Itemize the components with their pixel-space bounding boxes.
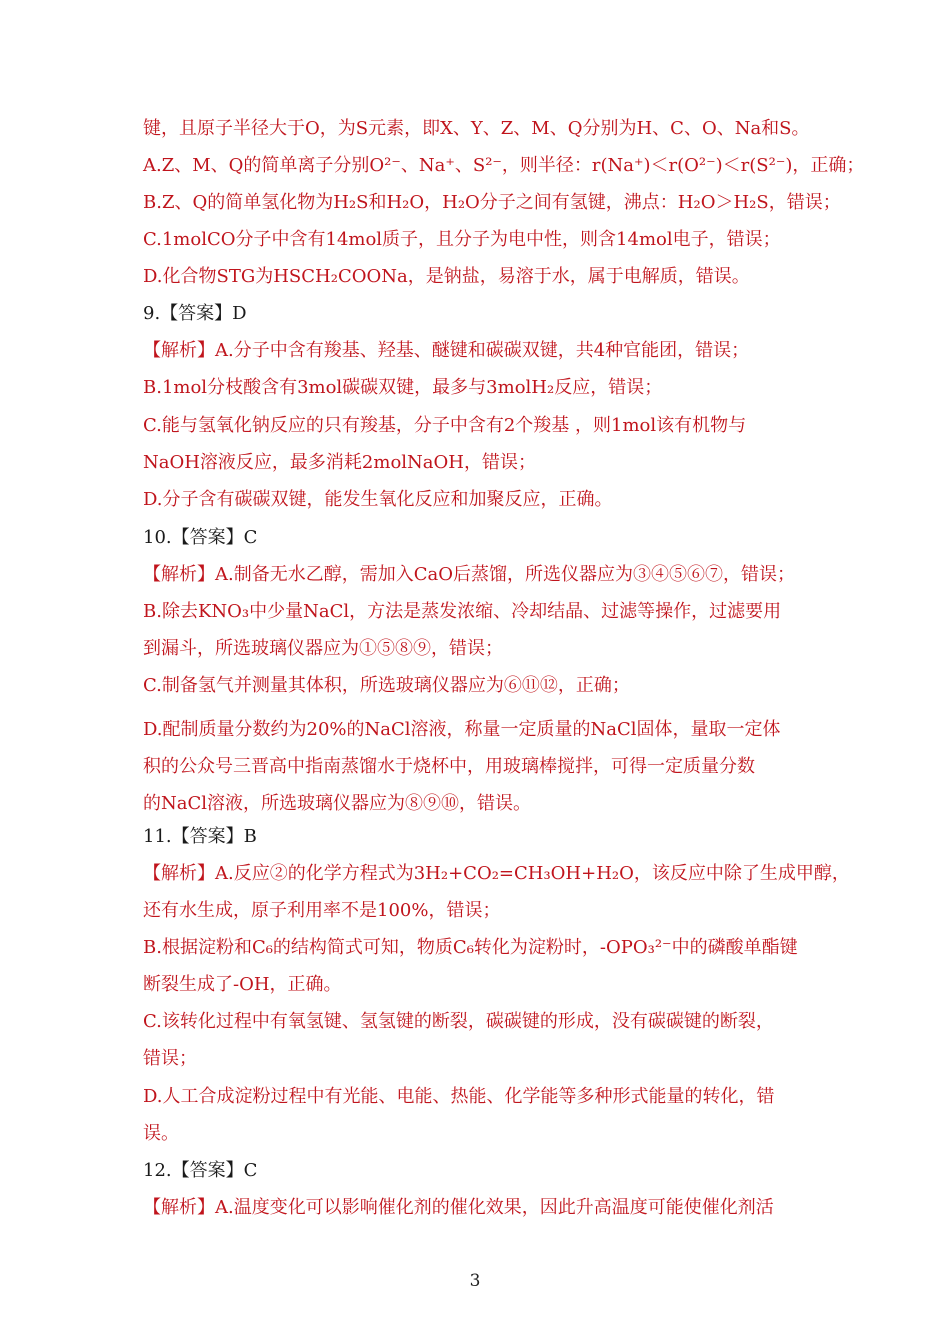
text-line: NaOH溶液反应，最多消耗2molNaOH，错误；: [143, 452, 536, 473]
text-line: 还有水生成，原子利用率不是100%，错误；: [143, 900, 501, 921]
text-line: 的NaCl溶液，所选玻璃仪器应为⑧⑨⑩，错误。: [143, 793, 532, 814]
text-line: B.Z、Q的简单氢化物为H₂S和H₂O，H₂O分子之间有氢键，沸点：H₂O＞H₂S，错误；: [143, 192, 841, 213]
text-line: D.人工合成淀粉过程中有光能、电能、热能、化学能等多种形式能量的转化，错: [143, 1086, 775, 1107]
text-line: 【解析】A.制备无水乙醇，需加入CaO后蒸馏，所选仪器应为③④⑤⑥⑦，错误；: [143, 564, 795, 585]
text-line: C.该转化过程中有氧氢键、氢氢键的断裂，碳碳键的形成，没有碳碳键的断裂，: [143, 1011, 774, 1032]
page-number: 3: [469, 1271, 481, 1291]
text-line: C.制备氢气并测量其体积，所选玻璃仪器应为⑥⑪⑫，正确；: [143, 675, 630, 696]
text-line: D.配制质量分数约为20%的NaCl溶液，称量一定质量的NaCl固体，量取一定体: [143, 719, 781, 740]
text-line: B.根据淀粉和C₆的结构简式可知，物质C₆转化为淀粉时，-OPO₃²⁻中的磷酸单酯键: [143, 937, 798, 958]
text-line: A.Z、M、Q的简单离子分别O²⁻、Na⁺、S²⁻，则半径：r(Na⁺)＜r(O²⁻)＜r(S²⁻)，正确；: [143, 155, 865, 176]
answer-heading: 11.【答案】B: [143, 826, 257, 847]
text-line: 错误；: [143, 1048, 197, 1069]
text-line: 积的公众号三晋高中指南蒸馏水于烧杯中，用玻璃棒搅拌，可得一定质量分数: [143, 756, 755, 777]
answer-heading: 9.【答案】D: [143, 303, 247, 324]
text-line: 误。: [143, 1123, 179, 1144]
answer-heading: 12.【答案】C: [143, 1160, 258, 1181]
text-line: C.能与氢氧化钠反应的只有羧基，分子中含有2个羧基 ，则1mol该有机物与: [143, 415, 747, 436]
text-line: D.化合物STG为HSCH₂COONa，是钠盐，易溶于水，属于电解质，错误。: [143, 266, 750, 287]
text-line: 【解析】A.反应②的化学方程式为3H₂+CO₂=CH₃OH+H₂O，该反应中除了生成甲醇，: [143, 863, 850, 884]
text-line: 断裂生成了-OH，正确。: [143, 974, 342, 995]
text-line: B.除去KNO₃中少量NaCl，方法是蒸发浓缩、冷却结晶、过滤等操作，过滤要用: [143, 601, 782, 622]
text-line: B.1mol分枝酸含有3mol碳碳双键，最多与3molH₂反应，错误；: [143, 377, 663, 398]
text-line: 【解析】A.分子中含有羧基、羟基、醚键和碳碳双键，共4种官能团，错误；: [143, 340, 750, 361]
text-line: D.分子含有碳碳双键，能发生氧化反应和加聚反应，正确。: [143, 489, 613, 510]
text-line: 【解析】A.温度变化可以影响催化剂的催化效果，因此升高温度可能使催化剂活: [143, 1197, 774, 1218]
text-line: 到漏斗，所选玻璃仪器应为①⑤⑧⑨，错误；: [143, 638, 503, 659]
text-line: 键，且原子半径大于O，为S元素，即X、Y、Z、M、Q分别为H、C、O、Na和S。: [143, 118, 810, 139]
text-line: C.1molCO分子中含有14mol质子，且分子为电中性，则含14mol电子，错误；: [143, 229, 781, 250]
answer-heading: 10.【答案】C: [143, 527, 258, 548]
